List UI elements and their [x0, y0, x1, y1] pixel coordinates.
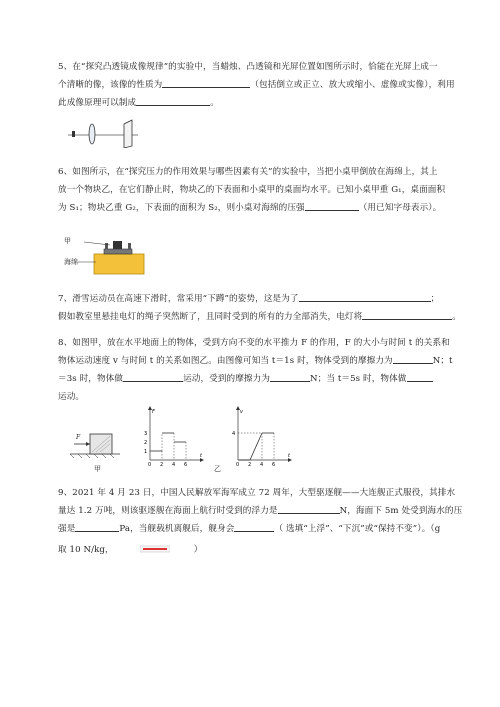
f-t-graph — [140, 404, 210, 466]
small-table-shape — [104, 249, 132, 254]
t-tick-2: 2 — [160, 462, 164, 466]
v-tick-4: 4 — [232, 431, 236, 437]
q8-answer-blank-1[interactable] — [393, 353, 433, 364]
q8-answer-blank-2[interactable] — [123, 371, 183, 382]
t2-tick-2: 2 — [248, 462, 252, 466]
q6-line-2: 放一个物块乙，在它们静止时，物块乙的下表面和小桌甲的桌面均水平。已知小桌甲重 G₁，桌面面积 — [58, 185, 446, 195]
figure-jia-block — [70, 404, 122, 474]
q7-answer-blank-2[interactable] — [362, 309, 452, 320]
label-jia: 甲 — [64, 237, 71, 245]
pressure-experiment-figure — [64, 236, 148, 276]
q5-answer-blank-2[interactable] — [136, 95, 210, 106]
question-6 — [58, 163, 468, 217]
q8-line-3: ＝3s 时，物体做 运动，受到的摩擦力为 N；当 t＝5s 时，物体做 — [58, 370, 468, 388]
q9-line-2: 量达 1.2 万吨，则该驱逐舰在海面上航行时受到的浮力是 N，海面下 5m 处受到海水的压 — [58, 502, 468, 520]
q5-line-2: 个清晰的像，该像的性质为 （包括倒立或正立、放大或缩小、虚像或实像），利用 — [58, 76, 468, 94]
lens-setup-figure — [66, 118, 144, 148]
v-axis-label: v — [240, 409, 243, 415]
q6-answer-blank[interactable] — [305, 200, 359, 211]
figure-jia-label: 甲 — [94, 465, 101, 473]
q9-line-3: 强是 Pa，当舰载机离舰后，舰身会 （ 选填“上浮”、“下沉”或“保持不变”）。（g — [58, 520, 468, 538]
q6-line-3: 为 S₁；物块乙重 G₂，下表面的面积为 S₂，则小桌对海绵的压强 （用已知字母表示）。 — [58, 199, 468, 217]
q7-line-2: 假如教室里悬挂电灯的绳子突然断了，且同时受到的所有的力全部消失，电灯将 。 — [58, 308, 468, 326]
f-tick-1: 1 — [144, 449, 148, 455]
t-axis-label: t — [200, 453, 202, 459]
question-7 — [58, 290, 468, 326]
block-yi-shape — [113, 241, 122, 249]
q5-line-3: 此成像原理可以制成 。 — [58, 94, 468, 112]
convex-lens-icon — [89, 124, 95, 144]
f-tick-3: 3 — [144, 431, 148, 437]
embedded-image-placeholder-icon — [140, 545, 170, 553]
t-tick-0: 0 — [148, 462, 152, 466]
v-t-graph — [228, 404, 298, 466]
f-tick-2: 2 — [144, 440, 148, 446]
q8-line-2: 物体运动速度 v 与时间 t 的关系如图乙。由图像可知当 t＝1s 时，物体受到的摩擦力为 N；t — [58, 352, 468, 370]
q9-line-4: 取 10 N/kg， ） — [58, 545, 203, 555]
q5-line-1: 5、在“探究凸透镜成像规律”的实验中，当蜡烛、凸透镜和光屏位置如图所示时，恰能在光屏上成一 — [58, 62, 438, 72]
t2-tick-0: 0 — [236, 462, 240, 466]
v-segment-2 — [250, 433, 262, 460]
q7-answer-blank-1[interactable] — [299, 291, 431, 302]
force-label: F — [76, 434, 81, 441]
q8-line-4: 运动。 — [58, 392, 85, 402]
q9-answer-blank-1[interactable] — [278, 503, 340, 514]
t2-tick-4: 4 — [260, 462, 264, 466]
t-tick-6: 6 — [184, 462, 188, 466]
question-5 — [58, 58, 468, 112]
q8-answer-blank-4[interactable] — [407, 371, 433, 382]
q9-answer-blank-3[interactable] — [234, 521, 274, 532]
t-tick-4: 4 — [172, 462, 176, 466]
q6-line-1: 6、如图所示，在“探究压力的作用效果与哪些因素有关”的实验中，当把小桌甲倒放在海绵上，其上 — [58, 167, 438, 177]
f-axis-label: F — [152, 409, 155, 415]
figure-yi-label: 乙 — [214, 465, 221, 473]
label-sponge: 海绵 — [64, 258, 78, 266]
q9-answer-blank-2[interactable] — [75, 521, 119, 532]
question-8 — [58, 334, 468, 406]
candle-icon — [72, 131, 75, 137]
q7-line-1: 7、滑雪运动员在高速下滑时，常采用“下蹲”的姿势，这是为了 ； — [58, 290, 468, 308]
t2-tick-6: 6 — [272, 462, 276, 466]
q9-line-1: 9、2021 年 4 月 23 日，中国人民解放军海军成立 72 周年，大型驱逐舰——大连舰正式服役，其排水 — [58, 488, 456, 498]
sponge-shape — [94, 254, 144, 274]
q8-line-1: 8、如图甲，放在水平地面上的物体，受到方向不变的水平推力 F 的作用，F 的大小与时间 t 的关系和 — [58, 338, 450, 348]
figure-yi-graphs — [140, 404, 310, 474]
q8-answer-blank-3[interactable] — [270, 371, 310, 382]
q5-answer-blank-1[interactable] — [162, 77, 250, 88]
t-axis-label-2: t — [288, 453, 290, 459]
question-9 — [58, 484, 468, 559]
light-screen-icon — [124, 120, 132, 148]
